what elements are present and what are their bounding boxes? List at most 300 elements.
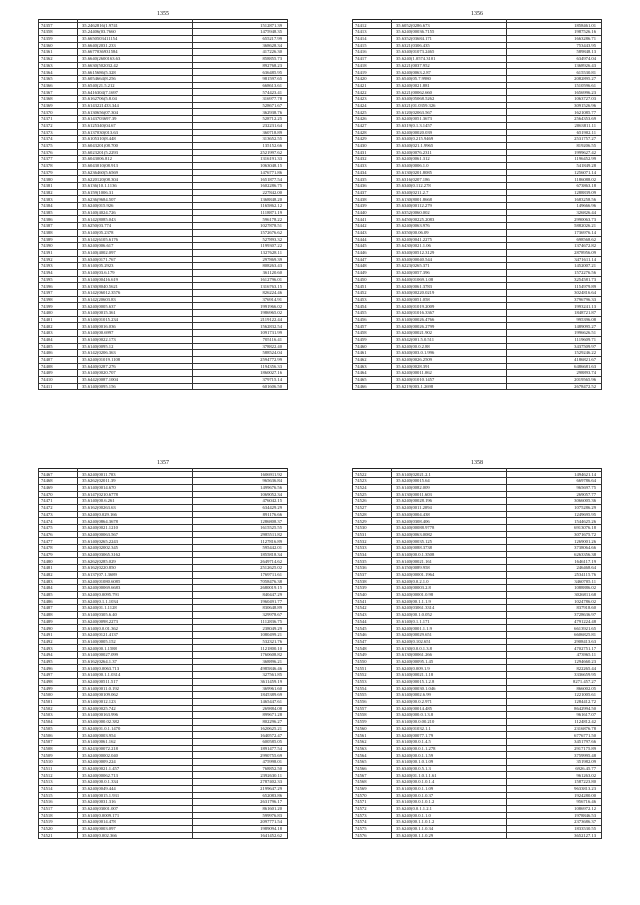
table-row <box>39 189 288 196</box>
row-value: 599976.83 <box>193 812 288 819</box>
row-id: 74523 <box>353 478 392 485</box>
row-id: 74480 <box>39 558 78 565</box>
row-code: 35.6240(00.1.1.0.34 <box>392 825 507 832</box>
row-code: 35.6221(00062.660 <box>392 89 507 96</box>
row-id: 74435 <box>353 176 392 183</box>
table-row <box>353 223 602 230</box>
table-row <box>353 363 602 370</box>
table-row <box>39 672 288 679</box>
row-id: 74378 <box>39 162 78 169</box>
row-id: 74458 <box>353 330 392 337</box>
row-code: 35.6340(05068.5262 <box>392 96 507 103</box>
row-code: 35.6140(0020.707 <box>78 370 193 377</box>
row-id: 74519 <box>39 819 78 826</box>
row-value: 1641452.62 <box>193 832 288 839</box>
row-code: 35.6350(00.06.09 <box>392 229 507 236</box>
row-code: 35.6240(0025.742 <box>78 705 193 712</box>
table-row <box>39 598 288 605</box>
row-value: 3738064.66 <box>507 545 602 552</box>
row-id: 74360 <box>39 42 78 49</box>
row-code: 35.6147(0210.6778 <box>78 491 193 498</box>
row-id: 74404 <box>39 336 78 343</box>
table-row <box>39 745 288 752</box>
row-code: 35.6240(0.0.2.1.0 <box>392 578 507 585</box>
row-value: 1562832.54 <box>193 323 288 330</box>
table-row <box>353 598 602 605</box>
table-row <box>39 356 288 363</box>
row-code: 35.6240(1.0574.3101 <box>392 55 507 62</box>
row-value: 4985846.46 <box>193 665 288 672</box>
row-id: 74474 <box>39 518 78 525</box>
row-id: 74486 <box>39 598 78 605</box>
table-row <box>353 625 602 632</box>
table-row <box>353 303 602 310</box>
row-value: 3759995.48 <box>507 752 602 759</box>
row-code: 35.6240(0003.097 <box>78 825 193 832</box>
page-1355 <box>16 11 310 390</box>
row-id: 74413 <box>353 29 392 36</box>
row-code: 35.6240(01019.1108 <box>78 356 193 363</box>
row-code: 35.6340(021.1.9965 <box>392 142 507 149</box>
row-id: 74421 <box>353 82 392 89</box>
row-id: 74513 <box>39 779 78 786</box>
row-id: 74505 <box>39 725 78 732</box>
row-value: 1996626.51 <box>507 330 602 337</box>
table-row <box>39 296 288 303</box>
row-code: 35.6142(8085.043 <box>78 216 193 223</box>
row-code: 35.6054664(8.256 <box>78 76 193 83</box>
row-value: 1510596.61 <box>507 82 602 89</box>
table-row <box>39 76 288 83</box>
table-row <box>353 109 602 116</box>
table-row <box>39 571 288 578</box>
row-code: 35.6440(0287.276 <box>78 363 193 370</box>
row-code: 35.6340(000.02.382 <box>78 718 193 725</box>
row-code: 35.6340(0004.438 <box>392 511 507 518</box>
row-id: 74572 <box>353 805 392 812</box>
table-row <box>39 591 288 598</box>
row-value: 668613.61 <box>193 82 288 89</box>
table-row <box>39 531 288 538</box>
table-row <box>39 732 288 739</box>
row-value: 636485.95 <box>193 69 288 76</box>
row-value: 961617.07 <box>507 712 602 719</box>
table-row <box>39 625 288 632</box>
row-id: 74565 <box>353 759 392 766</box>
table-row <box>353 96 602 103</box>
row-code: 35.6240(00109.062 <box>78 692 193 699</box>
row-id: 74377 <box>39 156 78 163</box>
row-id: 74466 <box>353 383 392 390</box>
row-id: 74532 <box>353 538 392 545</box>
table-row <box>39 196 288 203</box>
row-value: 1294660.23 <box>507 658 602 665</box>
table-row <box>39 35 288 42</box>
row-value: 368896.21 <box>193 658 288 665</box>
row-value: 135152.66 <box>193 142 288 149</box>
table-row <box>353 236 602 243</box>
table-row <box>353 591 602 598</box>
row-code: 35.6240(00.1.1588 <box>78 645 193 652</box>
table-row <box>353 370 602 377</box>
row-id: 74393 <box>39 263 78 270</box>
row-code: 35.6240(00020.039 <box>392 129 507 136</box>
row-id: 74566 <box>353 765 392 772</box>
row-code: 35.6240(0.1.1.1034 <box>78 598 193 605</box>
row-code: 35.6105310(8.448 <box>78 136 193 143</box>
row-value: 1993241.13 <box>507 303 602 310</box>
row-value: 1529246.22 <box>507 350 602 357</box>
row-id: 74459 <box>353 336 392 343</box>
table-row <box>39 149 288 156</box>
row-id: 74388 <box>39 229 78 236</box>
row-value: 4791224.48 <box>507 618 602 625</box>
row-id: 74367 <box>39 89 78 96</box>
row-code: 35.6240(0061.3783 <box>392 283 507 290</box>
row-value: 802296.27 <box>193 718 288 725</box>
row-id: 74539 <box>353 585 392 592</box>
row-id: 74562 <box>353 739 392 746</box>
row-value: 3460705.11 <box>507 578 602 585</box>
row-code: 35.6240(0001.1.1.9 <box>392 625 507 632</box>
row-code: 35.6240(00095.1.45 <box>392 658 507 665</box>
table-row <box>353 578 602 585</box>
row-value: 1606911.92 <box>193 471 288 478</box>
row-code: 35.6240(00015.1.2.8 <box>392 678 507 685</box>
row-id: 74439 <box>353 203 392 210</box>
row-value: 1288839.09 <box>507 189 602 196</box>
row-value: 6606825.81 <box>507 632 602 639</box>
row-code: 35.6240(0.0.1.1.2.1 <box>392 805 507 812</box>
row-code: 35.6240(00030.1.046 <box>392 685 507 692</box>
row-code: 35.6240(00.0.1.1.59 <box>392 752 507 759</box>
table-row <box>353 69 602 76</box>
table-row <box>353 772 602 779</box>
row-id: 74552 <box>353 672 392 679</box>
row-id: 74569 <box>353 785 392 792</box>
table-row <box>39 618 288 625</box>
row-value: 6926.45.77 <box>507 765 602 772</box>
table-row <box>353 819 602 826</box>
row-code: 35.6236(9684.507 <box>78 196 193 203</box>
table-row <box>39 799 288 806</box>
row-id: 74444 <box>353 236 392 243</box>
row-id: 74525 <box>353 491 392 498</box>
row-id: 74494 <box>39 652 78 659</box>
row-id: 74449 <box>353 269 392 276</box>
row-id: 74383 <box>39 196 78 203</box>
row-id: 74434 <box>353 169 392 176</box>
row-id: 74546 <box>353 632 392 639</box>
table-row <box>353 799 602 806</box>
row-code: 35.6352(0060.002 <box>392 209 507 216</box>
row-code: 35.6250(03.774 <box>78 223 193 230</box>
row-code: 35.6142(06012.3576 <box>78 290 193 297</box>
row-value: 2990063.73 <box>507 216 602 223</box>
table-row <box>39 538 288 545</box>
row-code: 35.6130(0.0.0.1.3.8 <box>392 645 507 652</box>
row-id: 74516 <box>39 799 78 806</box>
table-row <box>39 812 288 819</box>
row-code: 35.6150(0089.958 <box>392 565 507 572</box>
table-row <box>353 183 602 190</box>
row-code: 35.6340(00512.3129 <box>392 249 507 256</box>
row-id: 74442 <box>353 223 392 230</box>
row-code: 35.6140(0022.173 <box>78 336 193 343</box>
row-code: 35.6140(0015.1.931 <box>78 792 193 799</box>
table-row <box>39 792 288 799</box>
row-value: 9633813.23 <box>507 785 602 792</box>
row-value: 837918.60 <box>507 605 602 612</box>
table-row <box>353 169 602 176</box>
row-code: 35.6140(00.6997 <box>78 330 193 337</box>
row-value: 297869.39 <box>193 256 288 263</box>
row-value: 1848721.87 <box>507 310 602 317</box>
row-id: 74465 <box>353 376 392 383</box>
row-value: 417226.30 <box>193 49 288 56</box>
row-id: 74362 <box>39 55 78 62</box>
row-id: 74558 <box>353 712 392 719</box>
row-code: 35.6340(0.215.9469 <box>392 136 507 143</box>
row-id: 74510 <box>39 759 78 766</box>
row-code: 35.6340(00112.279 <box>392 203 507 210</box>
row-id: 74553 <box>353 678 392 685</box>
row-id: 74420 <box>353 76 392 83</box>
row-value: 3471611.14 <box>507 256 602 263</box>
row-value: 2990755.69 <box>193 752 288 759</box>
row-code: 35.6140(0095.12 <box>78 343 193 350</box>
row-value: 600585.05 <box>193 739 288 746</box>
row-id: 74476 <box>39 531 78 538</box>
table-row <box>39 376 288 383</box>
row-code: 35.6140(00416.619 <box>78 276 193 283</box>
row-id: 74443 <box>353 229 392 236</box>
table-row <box>39 82 288 89</box>
row-code: 35.6221(0037.952 <box>392 62 507 69</box>
row-code: 35.6430(0021.1.06 <box>392 243 507 250</box>
row-value: 858855.73 <box>193 55 288 62</box>
row-value: 1512871.39 <box>193 22 288 29</box>
row-value: 768852.50 <box>193 765 288 772</box>
table-row <box>353 672 602 679</box>
row-value: 1858461.01 <box>507 22 602 29</box>
row-id: 74497 <box>39 672 78 679</box>
row-value: 2680019.15 <box>193 585 288 592</box>
row-value: 3066005.36 <box>507 498 602 505</box>
row-id: 74561 <box>353 732 392 739</box>
row-value: 3451797.66 <box>507 739 602 746</box>
row-value: 596178.22 <box>193 216 288 223</box>
row-code: 35.6240(00.0.2.971 <box>392 698 507 705</box>
row-id: 74509 <box>39 752 78 759</box>
row-id: 74463 <box>353 363 392 370</box>
row-code: 35.6240(0051.058 <box>392 296 507 303</box>
row-value: 2521997.62 <box>193 149 288 156</box>
table-row <box>353 76 602 83</box>
row-code: 35.6130656(07.304 <box>78 109 193 116</box>
row-code: 35.6140(03.6.179 <box>78 269 193 276</box>
row-value: 2392630.11 <box>193 772 288 779</box>
table-row <box>39 484 288 491</box>
row-id: 74396 <box>39 283 78 290</box>
table-row <box>39 832 288 839</box>
row-code: 35.6140(00.0.1.0.1.2 <box>392 799 507 806</box>
row-code: 35.6220120(08.304 <box>78 176 193 183</box>
row-value: 2512625.02 <box>193 565 288 572</box>
row-value: 1119609.71 <box>507 336 602 343</box>
row-id: 74518 <box>39 812 78 819</box>
row-id: 74402 <box>39 323 78 330</box>
row-value: 1612796.01 <box>193 276 288 283</box>
row-id: 74399 <box>39 303 78 310</box>
table-row <box>353 538 602 545</box>
table-row <box>39 772 288 779</box>
table-row <box>39 765 288 772</box>
row-value: 1024786.02 <box>507 598 602 605</box>
row-id: 74471 <box>39 498 78 505</box>
row-id: 74427 <box>353 122 392 129</box>
row-code: 35.6340(01073.2465 <box>392 49 507 56</box>
row-value: 298893.74 <box>507 370 602 377</box>
table-row <box>353 725 602 732</box>
row-value: 1978846.53 <box>507 812 602 819</box>
table-row <box>39 825 288 832</box>
row-id: 74368 <box>39 96 78 103</box>
row-code: 35.6140(00.0.1.1.09 <box>392 785 507 792</box>
table-row <box>39 370 288 377</box>
row-code: 35.6240(0011.2094 <box>392 504 507 511</box>
row-id: 74560 <box>353 725 392 732</box>
row-code: 35.6140(0012.123 <box>78 698 193 705</box>
row-value: 3071675.72 <box>507 531 602 538</box>
row-id: 74550 <box>353 658 392 665</box>
table-row <box>353 638 602 645</box>
row-code: 35.6140(02021.2.1 <box>392 471 507 478</box>
table-row <box>353 29 602 36</box>
row-value: 2917175.89 <box>507 745 602 752</box>
row-value: 6913076.18 <box>507 525 602 532</box>
row-id: 74528 <box>353 511 392 518</box>
row-code: 35.6640(2600163.63 <box>78 55 193 62</box>
table-row <box>353 545 602 552</box>
row-id: 74507 <box>39 739 78 746</box>
row-code: 35.6140(00026.4766 <box>392 316 507 323</box>
row-id: 74454 <box>353 303 392 310</box>
row-value: 2564353.69 <box>507 116 602 123</box>
row-id: 74365 <box>39 76 78 83</box>
row-value: 2878956.09 <box>507 249 602 256</box>
table-row <box>353 229 602 236</box>
row-code: 35.6140(00021.1.18 <box>392 672 507 679</box>
row-id: 74408 <box>39 363 78 370</box>
table-row <box>39 752 288 759</box>
table-row <box>39 785 288 792</box>
row-value: 891176.66 <box>193 511 288 518</box>
row-value: 6613921.65 <box>507 625 602 632</box>
row-code: 35.6240(0011.703 <box>78 471 193 478</box>
table-row <box>39 62 288 69</box>
row-code: 35.6262(02011.39 <box>78 478 193 485</box>
table-row <box>353 49 602 56</box>
row-value: 1199307.22 <box>193 243 288 250</box>
row-value: 8642994.50 <box>507 705 602 712</box>
row-value: 1194356.33 <box>193 363 288 370</box>
row-value: 819206.55 <box>507 142 602 149</box>
row-value: 232231.64 <box>193 122 288 129</box>
table-row <box>353 310 602 317</box>
table-row <box>39 216 288 223</box>
row-code: 35.6023201(5.2293 <box>78 149 193 156</box>
row-value: 826224.46 <box>193 290 288 297</box>
row-id: 74485 <box>39 591 78 598</box>
row-id: 74503 <box>39 712 78 719</box>
table-row <box>39 316 288 323</box>
row-code: 35.6162(0264.1.37 <box>78 658 193 665</box>
table-row <box>353 383 602 390</box>
row-value: 1221005.61 <box>507 692 602 699</box>
row-id: 74520 <box>39 825 78 832</box>
table-row <box>353 343 602 350</box>
table-row <box>39 504 288 511</box>
row-value: 1646117.19 <box>507 558 602 565</box>
row-code: 35.6240(0076.2311 <box>392 149 507 156</box>
table-row <box>39 96 288 103</box>
row-code: 35.6316(0207.186 <box>392 176 507 183</box>
row-code: 35.6240(0063.976 <box>392 223 507 230</box>
table-row <box>353 350 602 357</box>
row-value: 669786.64 <box>507 478 602 485</box>
row-id: 74358 <box>39 29 78 36</box>
row-code: 35.6162706(5.8.04 <box>78 96 193 103</box>
row-id: 74448 <box>353 263 392 270</box>
row-id: 74363 <box>39 62 78 69</box>
row-code: 35.6240(00014.485 <box>392 705 507 712</box>
row-code: 35.6140(0.0009.171 <box>78 812 193 819</box>
row-id: 74451 <box>353 283 392 290</box>
row-code: 35.6240(0.102.651 <box>392 638 507 645</box>
row-value: 1989094.18 <box>193 825 288 832</box>
table-row <box>353 149 602 156</box>
row-value: 2019565.96 <box>507 376 602 383</box>
table-row <box>39 525 288 532</box>
row-value: 326826.44 <box>507 209 602 216</box>
row-code: 35.6240(0063.0082 <box>392 531 507 538</box>
row-id: 74403 <box>39 330 78 337</box>
row-code: 35.6130(00061.266 <box>392 652 507 659</box>
row-id: 74563 <box>353 745 392 752</box>
table-row <box>39 491 288 498</box>
row-code: 35.24406(03.7660 <box>78 29 193 36</box>
row-id: 74391 <box>39 249 78 256</box>
row-id: 74571 <box>353 799 392 806</box>
row-id: 74376 <box>39 149 78 156</box>
row-code: 35.6236460(5.6569 <box>78 169 193 176</box>
table-row <box>353 129 602 136</box>
row-value: 351982.09 <box>507 759 602 766</box>
table-row <box>353 652 602 659</box>
row-code: 35.6677036931584 <box>78 49 193 56</box>
row-id: 74541 <box>353 598 392 605</box>
row-value: 753443.95 <box>507 42 602 49</box>
row-value: 1121800.10 <box>193 645 288 652</box>
row-code: 35.6240(00035.125 <box>392 538 507 545</box>
row-id: 74407 <box>39 356 78 363</box>
row-value: 965636.84 <box>193 478 288 485</box>
row-value: 673863.18 <box>507 183 602 190</box>
row-value: 361120.60 <box>193 269 288 276</box>
table-row <box>353 498 602 505</box>
row-value: 2678472.52 <box>507 383 602 390</box>
